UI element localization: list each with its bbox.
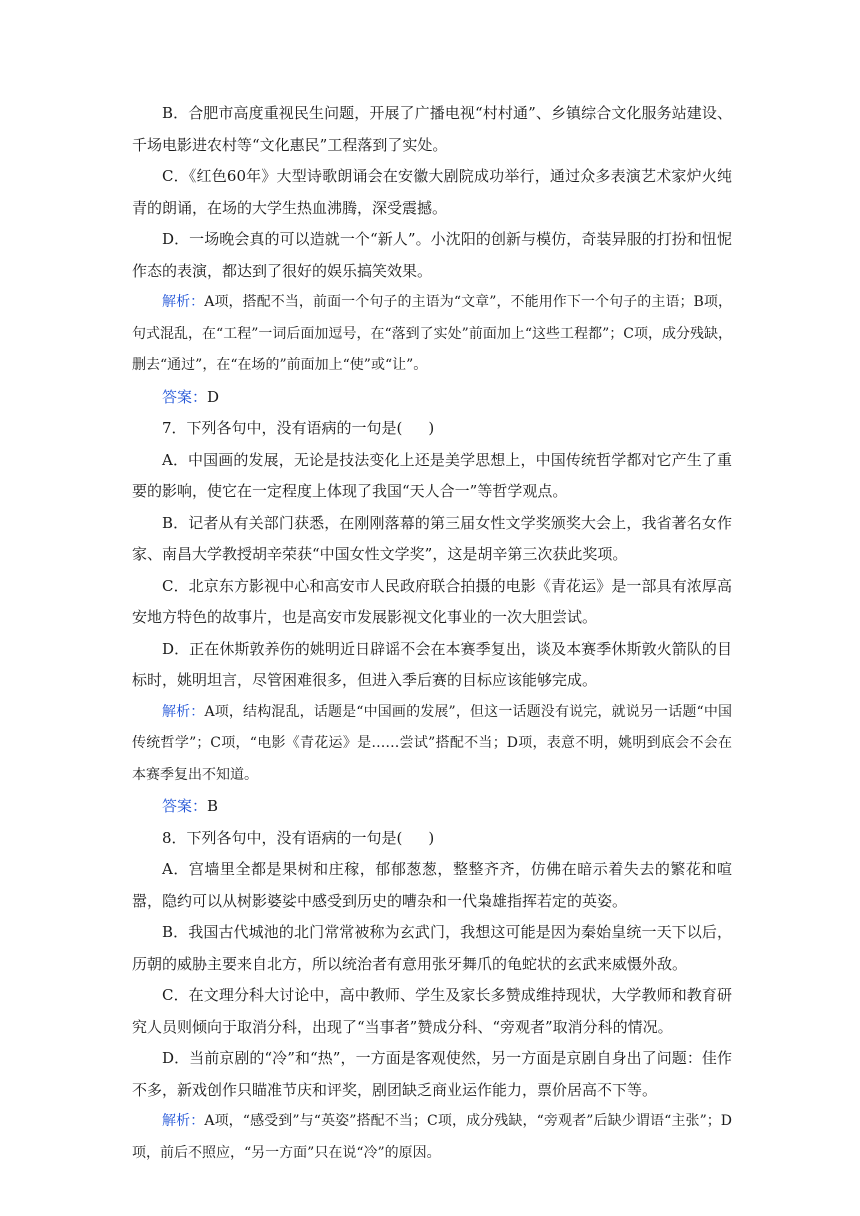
q7-option-c: C．北京东方影视中心和高安市人民政府联合拍摄的电影《青花运》是一部具有浓厚高安地方特色的故事片，也是高安市发展影视文化事业的一次大胆尝试。 [132, 576, 732, 626]
q6-answer [132, 382, 732, 414]
answer-text: D [207, 387, 220, 406]
answer-label: 答案： [162, 387, 208, 406]
document-content [132, 98, 732, 1169]
question-close: ) [428, 828, 435, 847]
q8-option-b: B．我国古代城池的北门常常被称为玄武门，我想这可能是因为秦始皇统一天下以后，历朝的威胁主要来自北方，所以统治者有意用张牙舞爪的龟蛇状的玄武来威慑外敌。 [132, 923, 732, 973]
q8-stem [132, 823, 732, 855]
q6-option-b: B．合肥市高度重视民生问题，开展了广播电视“村村通”、乡镇综合文化服务站建设、千场电影进农村等“文化惠民”工程落到了实处。 [132, 104, 732, 154]
q7-option-b: B．记者从有关部门获悉，在刚刚落幕的第三届女性文学奖颁奖大会上，我省著名女作家、南昌大学教授胡辛荣获“中国女性文学奖”，这是胡辛第三次获此奖项。 [132, 513, 732, 563]
q7-analysis [132, 697, 732, 792]
question-text: 8．下列各句中，没有语病的一句是( [162, 828, 403, 847]
q7-option-d: D．正在休斯敦养伤的姚明近日辟谣不会在本赛季复出，谈及本赛季休斯敦火箭队的目标时，姚明坦言，尽管困难很多，但进入季后赛的目标应该能够完成。 [132, 639, 732, 689]
q6-option-d: D．一场晚会真的可以造就一个“新人”。小沈阳的创新与模仿，奇装异服的打扮和忸怩作态的表演，都达到了很好的娱乐搞笑效果。 [132, 230, 732, 280]
answer-label: 答案： [162, 797, 208, 815]
analysis-label: 解析： [162, 294, 205, 310]
q8-option-d: D．当前京剧的“冷”和“热”，一方面是客观使然，另一方面是京剧自身出了问题：佳作不多，新戏创作只瞄准节庆和评奖，剧团缺乏商业运作能力，票价居高不下等。 [132, 1049, 732, 1099]
q6-analysis [132, 287, 732, 382]
question-close: ) [428, 419, 435, 437]
q7-stem [132, 413, 732, 445]
analysis-text: A项，结构混乱，话题是“中国画的发展”，但这一话题没有说完，就说另一话题“中国传统哲学”；C项，“电影《青花运》是……尝试”搭配不当；D项，表意不明，姚明到底会不会在本赛季复出不知道。 [132, 703, 732, 783]
q7-option-a: A．中国画的发展，无论是技法变化上还是美学思想上，中国传统哲学都对它产生了重要的影响，使它在一定程度上体现了我国“天人合一”等哲学观点。 [132, 450, 732, 500]
q6-option-c: C．《红色60年》大型诗歌朗诵会在安徽大剧院成功举行，通过众多表演艺术家炉火纯青的朗诵，在场的大学生热血沸腾，深受震撼。 [132, 167, 732, 217]
analysis-text: A项，搭配不当，前面一个句子的主语为“文章”，不能用作下一个句子的主语；B项，句式混乱，在“工程”一词后面加逗号，在“落到了实处”前面加上“这些工程都”；C项，成分残缺，删去“通过”，在“在场的”前面加上“使”或“让”。 [132, 294, 732, 373]
q8-option-c: C．在文理分科大讨论中，高中教师、学生及家长多赞成维持现状，大学教师和教育研究人员则倾向于取消分科，出现了“当事者”赞成分科、“旁观者”取消分科的情况。 [132, 986, 732, 1036]
analysis-label: 解析： [162, 1113, 205, 1129]
answer-text: B [207, 797, 219, 815]
analysis-text: A项，“感受到”与“英姿”搭配不当；C项，成分残缺，“旁观者”后缺少谓语“主张”；D项，前后不照应，“另一方面”只在说“冷”的原因。 [132, 1113, 732, 1161]
question-text: 7．下列各句中，没有语病的一句是( [162, 419, 403, 437]
q8-analysis [132, 1106, 732, 1169]
analysis-label: 解析： [162, 703, 205, 720]
q7-answer [132, 791, 732, 823]
q8-option-a: A．宫墙里全都是果树和庄稼，郁郁葱葱，整整齐齐，仿佛在暗示着失去的繁花和喧嚣，隐约可以从树影婆娑中感受到历史的嘈杂和一代枭雄指挥若定的英姿。 [132, 860, 732, 910]
